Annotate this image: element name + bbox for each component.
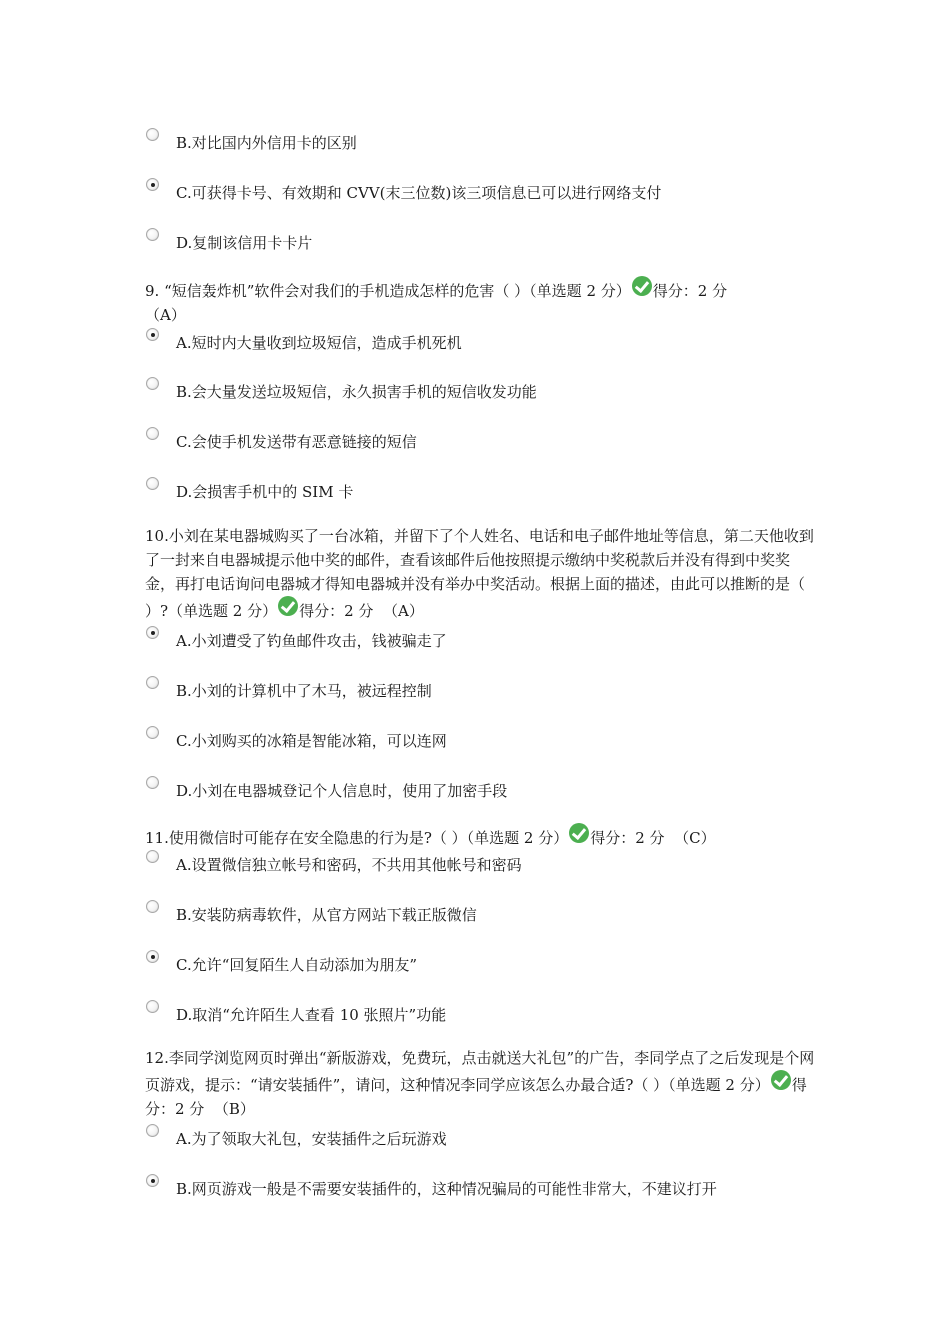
option-text: 会大量发送垃圾短信，永久损害手机的短信收发功能 xyxy=(191,383,537,401)
question-stem: 12.李同学浏览网页时弹出“新版游戏，免费玩，点击就送大礼包”的广告，李同学点了之后发现是个网页游戏，提示：“请安装插件”，请问，这种情况李同学应该怎么办最合适?（ ）（单选题 2 分） xyxy=(145,1049,815,1094)
option-text: 小刘购买的冰箱是智能冰箱，可以连网 xyxy=(191,732,447,750)
radio-button-icon[interactable] xyxy=(146,128,159,141)
check-circle-icon xyxy=(278,596,298,616)
radio-button-icon[interactable] xyxy=(146,950,159,963)
option-letter: A. xyxy=(176,334,192,352)
question-score: 得分：2 分 xyxy=(652,282,728,300)
question-answer: （A） xyxy=(145,306,186,324)
option-text: 小刘遭受了钓鱼邮件攻击，钱被骗走了 xyxy=(191,632,447,650)
option-text: 可获得卡号、有效期和 CVV(末三位数)该三项信息已可以进行网络支付 xyxy=(191,184,662,202)
option-text: 会损害手机中的 SIM 卡 xyxy=(192,483,354,501)
option-text: 取消“允许陌生人查看 10 张照片”功能 xyxy=(192,1006,447,1024)
option-text: 短时内大量收到垃圾短信，造成手机死机 xyxy=(191,334,462,352)
option-letter: B. xyxy=(176,906,192,924)
question-stem: 10.小刘在某电器城购买了一台冰箱，并留下了个人姓名、电话和电子邮件地址等信息，第二天他收到了一封来自电器城提示他中奖的邮件，查看该邮件后他按照提示缴纳中奖税款后并没有得到中奖奖金，再打电话询问电器城才得知电器城并没有举办中奖活动。根据上面的描述，由此可以推断的是（ ）?（单选题 2 分） xyxy=(145,527,814,620)
option-letter: B. xyxy=(176,1180,192,1198)
radio-button-icon[interactable] xyxy=(146,900,159,913)
option-text: 会使手机发送带有恶意链接的短信 xyxy=(191,433,417,451)
option-text: 设置微信独立帐号和密码，不共用其他帐号和密码 xyxy=(191,856,522,874)
question-9 xyxy=(145,276,815,327)
option-letter: D. xyxy=(176,234,193,252)
option-letter: C. xyxy=(176,184,192,202)
option-letter: B. xyxy=(176,134,192,152)
radio-button-icon[interactable] xyxy=(146,328,159,341)
question-11 xyxy=(145,823,815,850)
check-circle-icon xyxy=(569,823,589,843)
option-letter: A. xyxy=(176,856,192,874)
radio-button-icon[interactable] xyxy=(146,178,159,191)
option-letter: A. xyxy=(176,632,192,650)
option-letter: D. xyxy=(176,1006,193,1024)
option-letter: C. xyxy=(176,732,192,750)
question-answer: （C） xyxy=(674,829,716,847)
option-text: 为了领取大礼包，安装插件之后玩游戏 xyxy=(191,1130,447,1148)
radio-button-icon[interactable] xyxy=(146,1174,159,1187)
question-answer: （A） xyxy=(382,602,424,620)
question-score: 得分：2 分 xyxy=(145,1076,807,1118)
radio-button-icon[interactable] xyxy=(146,228,159,241)
radio-button-icon[interactable] xyxy=(146,1124,159,1137)
option-text: 小刘的计算机中了木马，被远程控制 xyxy=(191,682,432,700)
radio-button-icon[interactable] xyxy=(146,626,159,639)
radio-button-icon[interactable] xyxy=(146,726,159,739)
question-stem: 11.使用微信时可能存在安全隐患的行为是?（ ）（单选题 2 分） xyxy=(145,829,569,847)
option-letter: D. xyxy=(176,483,193,501)
question-score: 得分：2 分 xyxy=(299,602,374,620)
question-12 xyxy=(145,1046,815,1121)
question-answer: （B） xyxy=(213,1100,255,1118)
question-stem: 9. “短信轰炸机”软件会对我们的手机造成怎样的危害（ ）（单选题 2 分） xyxy=(145,282,631,300)
option-text: 小刘在电器城登记个人信息时，使用了加密手段 xyxy=(192,782,508,800)
option-text: 安装防病毒软件，从官方网站下载正版微信 xyxy=(191,906,477,924)
radio-button-icon[interactable] xyxy=(146,776,159,789)
option-letter: C. xyxy=(176,956,192,974)
question-score: 得分：2 分 xyxy=(590,829,665,847)
check-circle-icon xyxy=(771,1070,791,1090)
option-text: 对比国内外信用卡的区别 xyxy=(191,134,357,152)
radio-button-icon[interactable] xyxy=(146,676,159,689)
option-letter: D. xyxy=(176,782,193,800)
radio-button-icon[interactable] xyxy=(146,850,159,863)
option-letter: B. xyxy=(176,682,192,700)
radio-button-icon[interactable] xyxy=(146,1000,159,1013)
radio-button-icon[interactable] xyxy=(146,377,159,390)
option-text: 网页游戏一般是不需要安装插件的，这种情况骗局的可能性非常大，不建议打开 xyxy=(191,1180,717,1198)
option-text: 复制该信用卡卡片 xyxy=(192,234,313,252)
radio-button-icon[interactable] xyxy=(146,427,159,440)
radio-button-icon[interactable] xyxy=(146,477,159,490)
option-letter: B. xyxy=(176,383,192,401)
option-text: 允许“回复陌生人自动添加为朋友” xyxy=(191,956,418,974)
option-letter: A. xyxy=(176,1130,192,1148)
option-letter: C. xyxy=(176,433,192,451)
check-circle-icon xyxy=(632,276,652,296)
question-10 xyxy=(145,524,815,623)
